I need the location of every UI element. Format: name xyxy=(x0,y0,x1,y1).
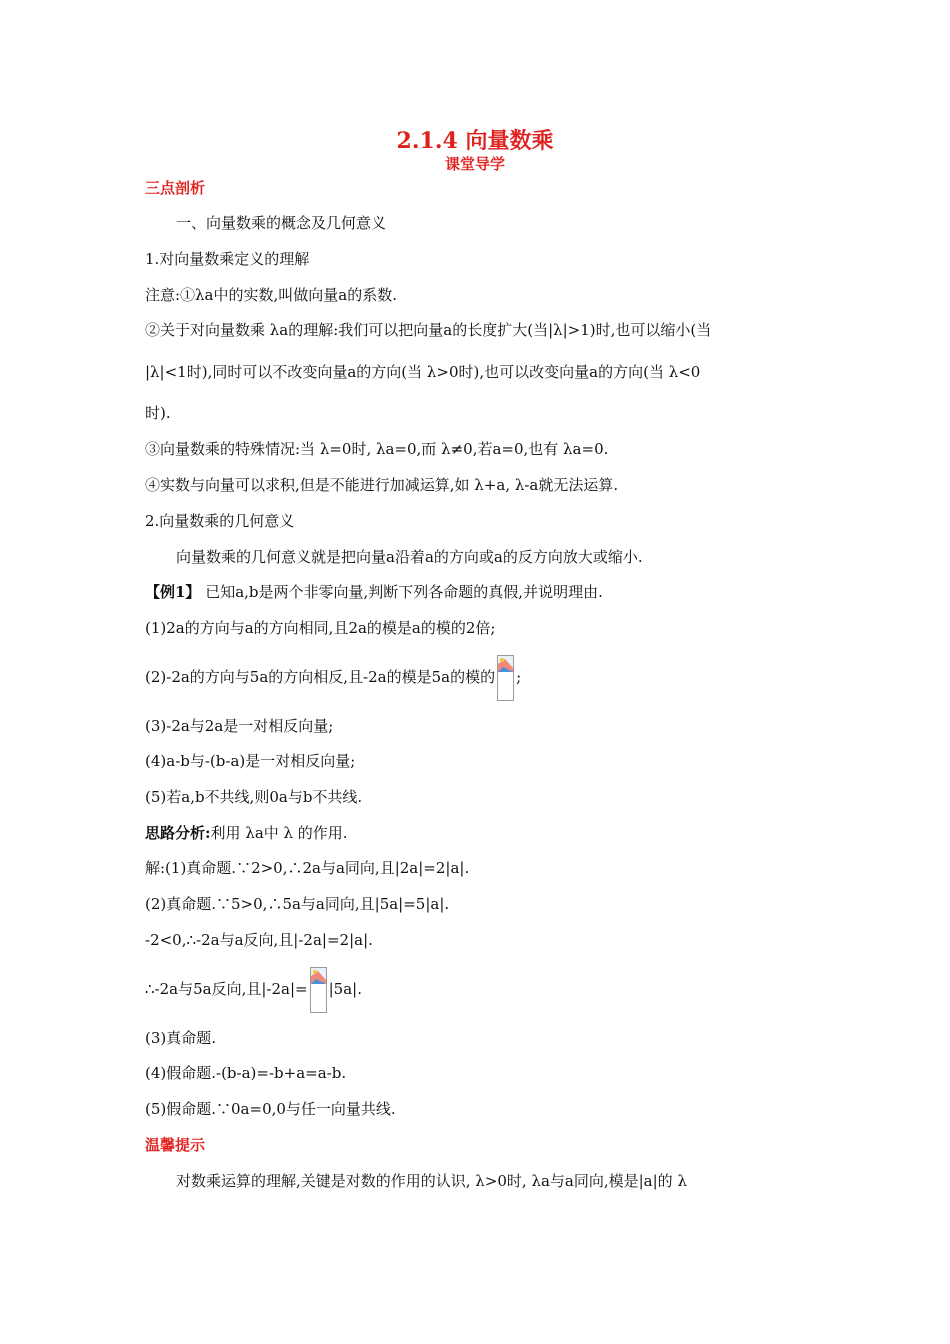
proposition-1: (1)2a的方向与a的方向相同,且2a的模是a的模的2倍; xyxy=(145,619,496,637)
fraction-image-icon xyxy=(497,655,514,701)
proposition-2-text: (2)-2a的方向与5a的方向相反,且-2a的模是5a的模的 xyxy=(145,668,496,686)
proposition-3: (3)-2a与2a是一对相反向量; xyxy=(145,717,334,735)
example-question: 已知a,b是两个非零向量,判断下列各命题的真假,并说明理由. xyxy=(205,583,603,601)
tip-text: 对数乘运算的理解,关键是对数的作用的认识, λ>0时, λa与a同向,模是|a|的 λ xyxy=(176,1172,687,1190)
page-subtitle: 课堂导学 xyxy=(444,155,505,173)
note-2-line-b: |λ|<1时),同时可以不改变向量a的方向(当 λ>0时),也可以改变向量a的方向(当 λ<0 xyxy=(145,363,701,381)
note-4: ④实数与向量可以求积,但是不能进行加减运算,如 λ+a, λ-a就无法运算. xyxy=(145,476,619,494)
page-title: 2.1.4 向量数乘 xyxy=(396,128,554,154)
proposition-2-end: ; xyxy=(516,668,522,686)
note-1: 注意:①λa中的实数,叫做向量a的系数. xyxy=(145,286,397,304)
note-3: ③向量数乘的特殊情况:当 λ=0时, λa=0,而 λ≠0,若a=0,也有 λa=0. xyxy=(145,440,609,458)
tip-heading: 温馨提示 xyxy=(145,1136,206,1154)
item2-title: 2.向量数乘的几何意义 xyxy=(145,512,295,530)
section-heading-analysis: 三点剖析 xyxy=(145,179,206,197)
solution-2c xyxy=(145,966,362,1013)
solution-1: 解:(1)真命题.∵2>0,∴2a与a同向,且|2a|=2|a|. xyxy=(145,859,470,877)
analysis-label: 思路分析: xyxy=(145,824,211,842)
note-2-line-a: ②关于对向量数乘 λa的理解:我们可以把向量a的长度扩大(当|λ|>1)时,也可以缩小(当 xyxy=(145,321,712,339)
solution-2c-end: |5a|. xyxy=(328,980,362,998)
example-label: 【例1】 xyxy=(145,583,201,601)
item1-title: 1.对向量数乘定义的理解 xyxy=(145,250,310,268)
example-1 xyxy=(145,582,603,602)
solution-2c-text: ∴-2a与5a反向,且|-2a|= xyxy=(145,980,308,998)
proposition-5: (5)若a,b不共线,则0a与b不共线. xyxy=(145,788,363,806)
analysis xyxy=(145,823,348,843)
topic-heading: 一、向量数乘的概念及几何意义 xyxy=(176,214,387,232)
solution-3: (3)真命题. xyxy=(145,1029,217,1047)
solution-2b: -2<0,∴-2a与a反向,且|-2a|=2|a|. xyxy=(145,931,373,949)
proposition-4: (4)a-b与-(b-a)是一对相反向量; xyxy=(145,752,356,770)
note-2-line-c: 时). xyxy=(145,404,171,422)
item2-text: 向量数乘的几何意义就是把向量a沿着a的方向或a的反方向放大或缩小. xyxy=(176,548,643,566)
fraction-image-icon xyxy=(310,967,327,1013)
solution-4: (4)假命题.-(b-a)=-b+a=a-b. xyxy=(145,1064,347,1082)
solution-5: (5)假命题.∵0a=0,0与任一向量共线. xyxy=(145,1100,396,1118)
solution-2: (2)真命题.∵5>0,∴5a与a同向,且|5a|=5|a|. xyxy=(145,895,450,913)
proposition-2 xyxy=(145,654,521,701)
analysis-text: 利用 λa中 λ 的作用. xyxy=(210,824,348,842)
